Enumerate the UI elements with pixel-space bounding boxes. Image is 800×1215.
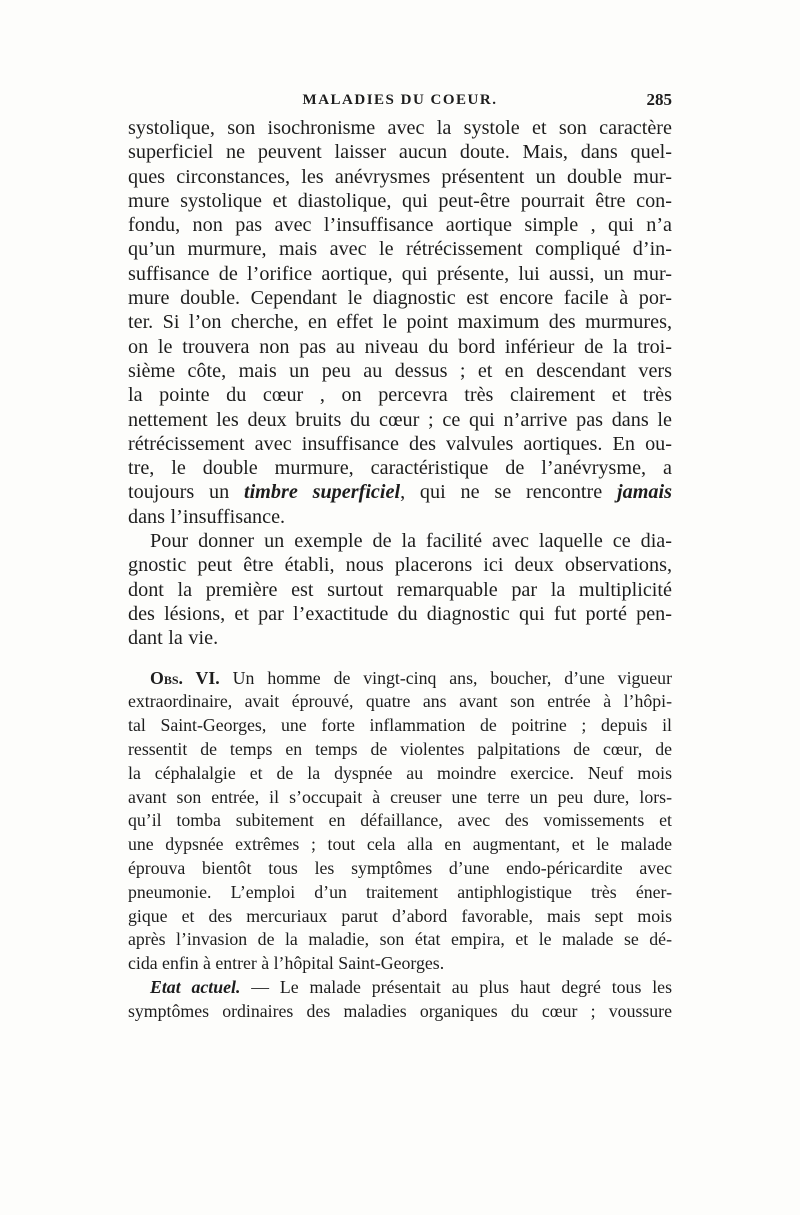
- chapter-title: MALADIES DU COEUR.: [302, 92, 498, 108]
- text-line: qu’un murmure, mais avec le rétrécissement compliqué d’in-: [128, 238, 672, 261]
- text-line: [128, 976, 672, 1000]
- text-line: suffisance de l’orifice aortique, qui présente, lui aussi, un mur-: [128, 262, 672, 285]
- text-line: éprouva bientôt tous les symptômes d’une endo-péricardite avec: [128, 857, 672, 878]
- text-line: Pour donner un exemple de la facilité avec laquelle ce dia-: [150, 530, 672, 553]
- text-segment: — Le malade présentait au plus haut degré tous les: [240, 976, 672, 997]
- text-line: dant la vie.: [128, 627, 219, 650]
- text-line: superficiel ne peuvent laisser aucun doute. Mais, dans quel-: [128, 141, 672, 164]
- text-line: gique et des mercuriaux parut d’abord favorable, mais sept mois: [128, 905, 672, 926]
- text-line: la pointe du cœur , on percevra très clairement et très: [128, 384, 672, 407]
- text-line: [128, 667, 672, 691]
- emphasis-jamais: jamais: [617, 481, 672, 504]
- emphasis-timbre-superficiel: timbre superficiel: [243, 481, 401, 504]
- paragraph-2: [128, 529, 672, 650]
- text-line: après l’invasion de la maladie, son état empira, et le malade se dé-: [128, 929, 672, 950]
- observation-label: Obs. VI.: [150, 667, 220, 688]
- text-line: une dypsnée extrêmes ; tout cela alla en augmentant, et le malade: [128, 834, 672, 855]
- text-line: pneumonie. L’emploi d’un traitement antiphlogistique très éner-: [128, 881, 672, 902]
- text-line: cida enfin à entrer à l’hôpital Saint-Georges.: [128, 953, 445, 974]
- text-segment: toujours un: [128, 481, 244, 504]
- text-line: la céphalalgie et de la dyspnée au moindre exercice. Neuf mois: [128, 762, 672, 783]
- text-line: extraordinaire, avait éprouvé, quatre ans avant son entrée à l’hôpi-: [128, 691, 672, 712]
- paragraph-1: [128, 116, 672, 529]
- text-line: dans l’insuffisance.: [128, 505, 286, 528]
- book-page: [128, 88, 672, 1023]
- text-line: des lésions, et par l’exactitude du diagnostic qui fut porté pen-: [128, 602, 672, 625]
- text-line: symptômes ordinaires des maladies organiques du cœur ; voussure: [128, 1000, 672, 1021]
- text-line: ter. Si l’on cherche, en effet le point maximum des murmures,: [128, 311, 672, 334]
- text-line: systolique, son isochronisme avec la systole et son caractère: [128, 117, 672, 139]
- text-line: tal Saint-Georges, une forte inflammation de poitrine ; depuis il: [128, 715, 672, 736]
- text-line: qu’il tomba subitement en défaillance, avec des vomissements et: [128, 810, 672, 831]
- text-line: fondu, non pas avec l’insuffisance aortique simple , qui n’a: [128, 214, 672, 237]
- text-line: [128, 480, 672, 504]
- etat-actuel-label: Etat actuel.: [150, 976, 241, 997]
- text-line: ressentit de temps en temps de violentes palpitations de cœur, de: [128, 738, 672, 759]
- page-number: 285: [646, 90, 672, 109]
- text-line: mure systolique et diastolique, qui peut-être pourrait être con-: [128, 189, 672, 212]
- text-line: mure double. Cependant le diagnostic est encore facile à por-: [128, 287, 672, 310]
- running-header: [128, 88, 672, 116]
- text-segment: , qui ne se rencontre: [400, 481, 618, 504]
- text-line: nettement les deux bruits du cœur ; ce qui n’arrive pas dans le: [128, 408, 672, 431]
- text-line: on le trouvera non pas au niveau du bord inférieur de la troi-: [128, 335, 672, 358]
- text-line: sième côte, mais un peu au dessus ; et en descendant vers: [128, 359, 672, 382]
- text-line: ques circonstances, les anévrysmes présentent un double mur-: [128, 165, 672, 188]
- text-line: rétrécissement avec insuffisance des valvules aortiques. En ou-: [128, 432, 672, 455]
- text-line: dont la première est surtout remarquable par la multiplicité: [128, 578, 672, 601]
- text-segment: Un homme de vingt-cinq ans, boucher, d’une vigueur: [219, 667, 672, 688]
- observation-block: [128, 667, 672, 1024]
- text-line: gnostic peut être établi, nous placerons ici deux observations,: [128, 554, 672, 577]
- text-line: avant son entrée, il s’occupait à creuser une terre un peu dure, lors-: [128, 786, 672, 807]
- text-line: tre, le double murmure, caractéristique de l’anévrysme, a: [128, 457, 672, 480]
